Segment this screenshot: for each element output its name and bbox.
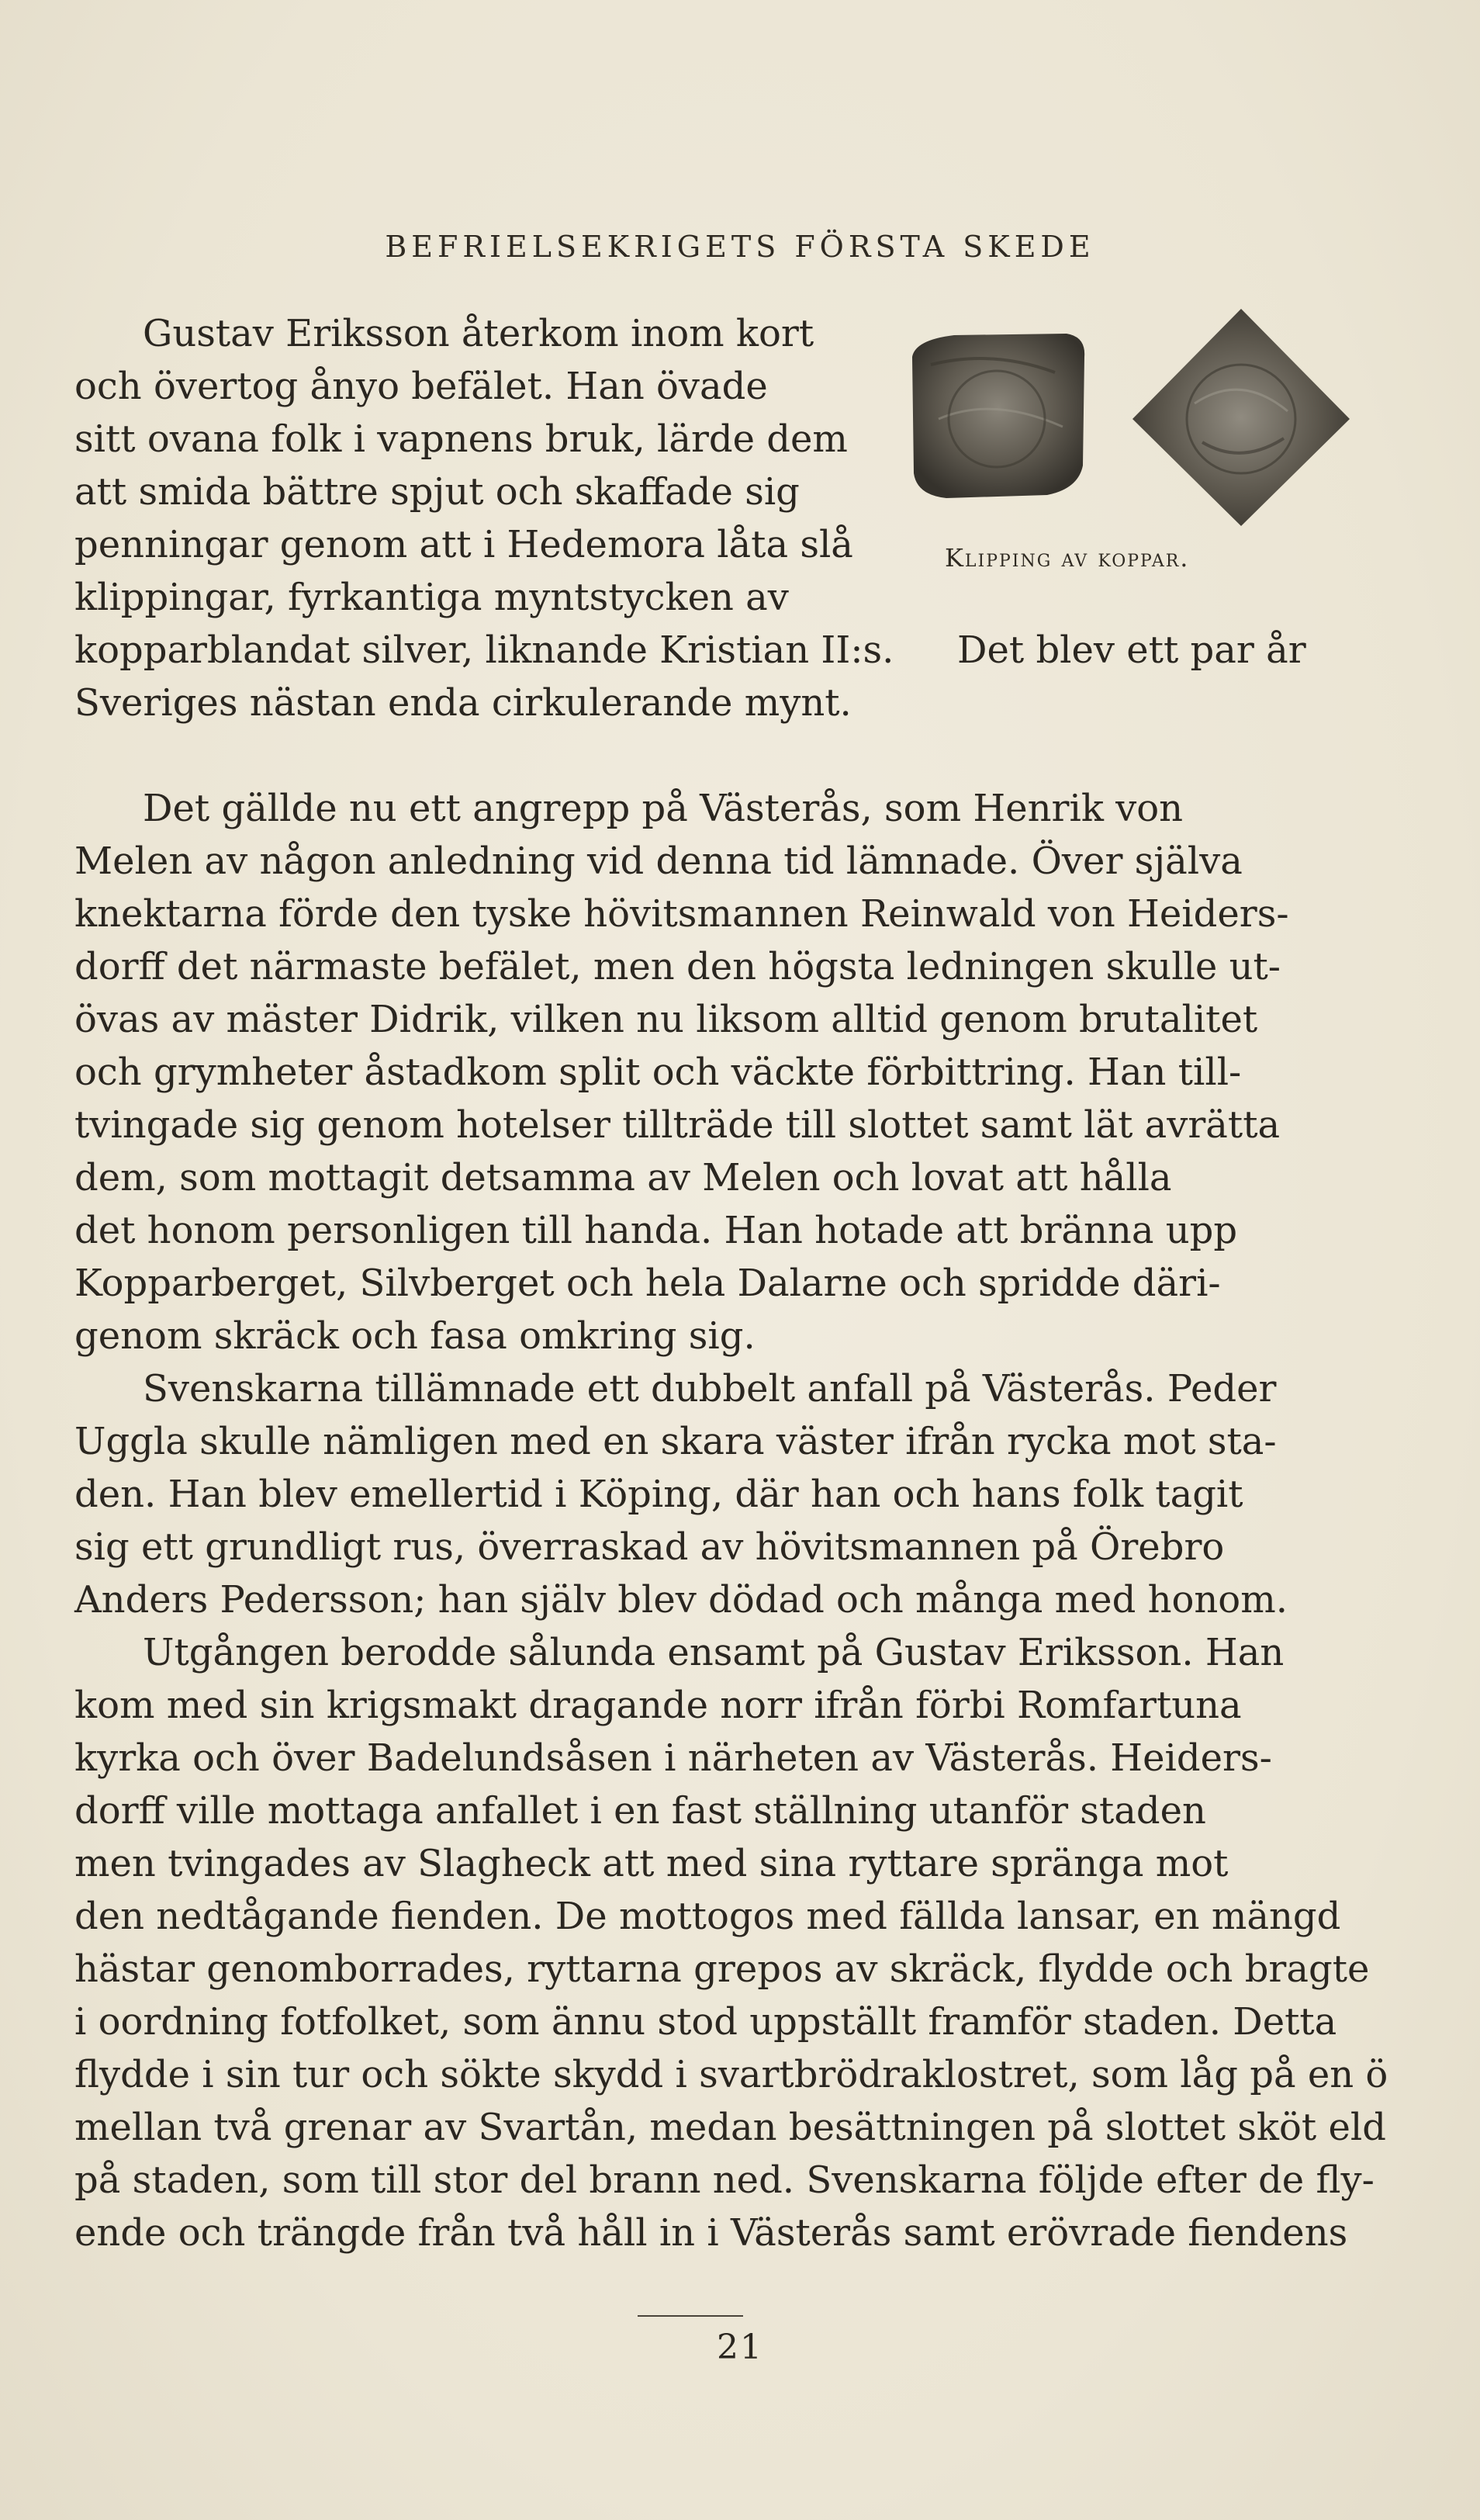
- page-number: 21: [717, 2328, 763, 2367]
- coin-illustration: [900, 303, 1365, 535]
- text-line: kyrka och över Badelundsåsen i närheten av Västerås. Heiders-: [74, 1736, 1272, 1780]
- text-line: Anders Pedersson; han själv blev dödad och många med honom.: [74, 1578, 1288, 1622]
- diamond-coin: [1132, 309, 1350, 526]
- text-line: men tvingades av Slagheck att med sina ryttare spränga mot: [74, 1842, 1229, 1885]
- text-line: genom skräck och fasa omkring sig.: [74, 1314, 756, 1358]
- text-line: tvingade sig genom hotelser tillträde till slottet samt lät avrätta: [74, 1103, 1281, 1147]
- body-text: [74, 782, 1388, 2259]
- footer-rule: [638, 2315, 743, 2317]
- text-line: Melen av någon anledning vid denna tid lämnade. Över själva: [74, 839, 1243, 883]
- text-line: Kopparberget, Silvberget och hela Dalarne och spridde däri-: [74, 1262, 1221, 1305]
- text-line: Det gällde nu ett angrepp på Västerås, som Henrik von: [143, 787, 1184, 830]
- text-line: kopparblandat silver, liknande Kristian II:s.: [74, 628, 894, 672]
- text-line: sitt ovana folk i vapnens bruk, lärde dem: [74, 417, 848, 461]
- text-line: på staden, som till stor del brann ned. Svenskarna följde efter de fly-: [74, 2158, 1375, 2202]
- text-line: hästar genomborrades, ryttarna grepos av skräck, flydde och bragte: [74, 1947, 1370, 1991]
- text-line: i oordning fotfolket, som ännu stod uppställt framför staden. Detta: [74, 2000, 1337, 2044]
- text-line: sig ett grundligt rus, överraskad av hövitsmannen på Örebro: [74, 1525, 1225, 1569]
- coin-figure: [900, 303, 1365, 535]
- text-line: Svenskarna tillämnade ett dubbelt anfall på Västerås. Peder: [143, 1367, 1277, 1411]
- text-line: övas av mäster Didrik, vilken nu liksom alltid genom brutalitet: [74, 998, 1258, 1041]
- text-line: Gustav Eriksson återkom inom kort: [143, 312, 814, 355]
- text-line: dem, som mottagit detsamma av Melen och lovat att hålla: [74, 1156, 1172, 1199]
- running-head: BEFRIELSEKRIGETS FÖRSTA SKEDE: [385, 230, 1095, 264]
- text-line: den nedtågande fienden. De mottogos med fällda lansar, en mängd: [74, 1895, 1341, 1938]
- text-line: dorff det närmaste befälet, men den högsta ledningen skulle ut-: [74, 945, 1281, 988]
- text-line: kom med sin krigsmakt dragande norr ifrån förbi Romfartuna: [74, 1684, 1242, 1727]
- text-line: knektarna förde den tyske hövitsmannen Reinwald von Heiders-: [74, 892, 1289, 936]
- text-line: mellan två grenar av Svartån, medan besättningen på slottet sköt eld: [74, 2106, 1386, 2149]
- text-line: Sveriges nästan enda cirkulerande mynt.: [74, 681, 852, 725]
- text-line: penningar genom att i Hedemora låta slå: [74, 523, 853, 566]
- text-line: det honom personligen till handa. Han hotade att bränna upp: [74, 1209, 1238, 1252]
- figure-caption: Klipping av koppar.: [945, 543, 1190, 573]
- text-line: och övertog ånyo befälet. Han övade: [74, 365, 768, 408]
- text-line: Uggla skulle nämligen med en skara väster ifrån rycka mot sta-: [74, 1420, 1277, 1463]
- text-line: dorff ville mottaga anfallet i en fast ställning utanför staden: [74, 1789, 1206, 1833]
- text-line: klippingar, fyrkantiga myntstycken av: [74, 576, 789, 619]
- intro-paragraph: [74, 307, 897, 729]
- text-line: ende och trängde från två håll in i Västerås samt erövrade fiendens: [74, 2211, 1348, 2255]
- text-line: att smida bättre spjut och skaffade sig: [74, 470, 800, 514]
- text-line: flydde i sin tur och sökte skydd i svartbrödraklostret, som låg på en ö: [74, 2053, 1388, 2096]
- text-line: den. Han blev emellertid i Köping, där han och hans folk tagit: [74, 1473, 1243, 1516]
- text-line: Utgången berodde sålunda ensamt på Gustav Eriksson. Han: [143, 1631, 1285, 1674]
- text-line-continuation: Det blev ett par år: [957, 628, 1306, 672]
- text-line: och grymheter åstadkom split och väckte förbittring. Han till-: [74, 1051, 1242, 1094]
